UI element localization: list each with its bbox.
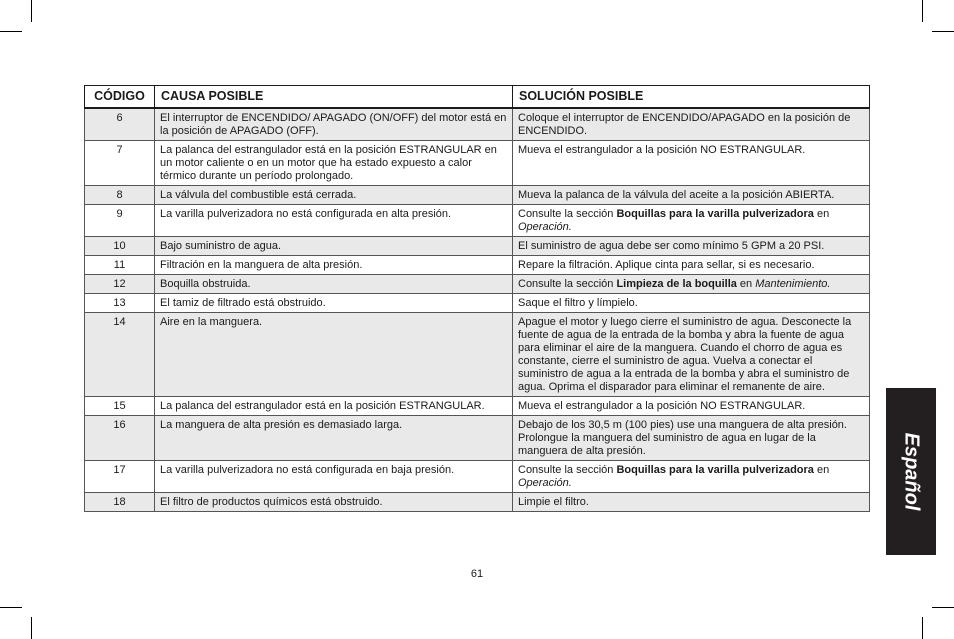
solution-chapter-ref: Mantenimiento. [755,278,831,290]
solution-text: en [813,208,830,220]
row-solution: Mueva la palanca de la válvula del aceite a la posición ABIERTA. [513,186,870,205]
row-solution: Saque el filtro y límpielo. [513,294,870,313]
row-solution: Repare la filtración. Aplique cinta para sellar, si es necesario. [513,256,870,275]
troubleshooting-table [84,85,870,512]
row-cause: Boquilla obstruida. [155,275,513,294]
row-cause: Filtración en la manguera de alta presión. [155,256,513,275]
solution-text: Consulte la sección [518,464,617,476]
language-tab-label: Español [900,432,923,511]
table-row [85,256,870,275]
solution-text: en [813,464,830,476]
row-code: 8 [85,186,155,205]
solution-text: Consulte la sección [518,208,617,220]
table-row [85,186,870,205]
row-solution: Coloque el interruptor de ENCENDIDO/APAGADO en la posición de ENCENDIDO. [513,108,870,141]
row-cause: La palanca del estrangulador está en la posición ESTRANGULAR en un motor caliente o en un motor que ha estado expuesto a calor térmico durante un período prolongado. [155,141,513,186]
row-code: 15 [85,397,155,416]
row-solution: Limpie el filtro. [513,493,870,512]
row-solution: Apague el motor y luego cierre el suministro de agua. Desconecte la fuente de agua de la entrada de la bomba y abra la fuente de agua para eliminar el aire de la manguera. Cuando el chorro de agua es constante, cierre el suministro de agua. Vuelva a conectar el suministro de agua a la entrada de la bomba y abra el suministro de agua. Oprima el disparador para eliminar el remanente de aire. [513,313,870,397]
crop-mark [31,0,32,22]
header-code: CÓDIGO [85,86,155,109]
row-solution: Debajo de los 30,5 m (100 pies) use una manguera de alta presión. Prolongue la manguera del suministro de agua en lugar de la manguera de alta presión. [513,416,870,461]
row-cause: La varilla pulverizadora no está configurada en baja presión. [155,461,513,493]
row-code: 14 [85,313,155,397]
crop-mark [31,617,32,639]
table-row [85,493,870,512]
table-row [85,275,870,294]
solution-section-ref: Boquillas para la varilla pulverizadora [616,464,814,476]
table-row [85,141,870,186]
row-code: 12 [85,275,155,294]
row-solution [513,205,870,237]
table-row [85,416,870,461]
language-tab [886,388,936,555]
row-code: 17 [85,461,155,493]
page-number: 61 [470,568,484,580]
solution-text: en [736,278,756,290]
row-code: 7 [85,141,155,186]
row-cause: Aire en la manguera. [155,313,513,397]
row-code: 11 [85,256,155,275]
table-row [85,108,870,141]
solution-chapter-ref: Operación. [518,221,572,233]
row-solution: Mueva el estrangulador a la posición NO ESTRANGULAR. [513,141,870,186]
row-solution: Mueva el estrangulador a la posición NO ESTRANGULAR. [513,397,870,416]
header-solution: SOLUCIÓN POSIBLE [513,86,870,109]
row-solution [513,461,870,493]
solution-section-ref: Limpieza de la boquilla [616,278,737,290]
crop-mark [922,617,923,639]
solution-chapter-ref: Operación. [518,477,572,489]
solution-section-ref: Boquillas para la varilla pulverizadora [616,208,814,220]
crop-mark [0,31,22,32]
table-row [85,205,870,237]
row-code: 9 [85,205,155,237]
table-row [85,294,870,313]
row-cause: La válvula del combustible está cerrada. [155,186,513,205]
row-code: 13 [85,294,155,313]
row-cause: Bajo suministro de agua. [155,237,513,256]
row-solution: El suministro de agua debe ser como mínimo 5 GPM a 20 PSI. [513,237,870,256]
table-row [85,237,870,256]
solution-text: Consulte la sección [518,278,617,290]
table-header-row [85,86,870,109]
row-code: 6 [85,108,155,141]
row-code: 16 [85,416,155,461]
row-code: 18 [85,493,155,512]
row-cause: El filtro de productos químicos está obstruido. [155,493,513,512]
row-cause: El interruptor de ENCENDIDO/ APAGADO (ON/OFF) del motor está en la posición de APAGADO (OFF). [155,108,513,141]
crop-mark [0,607,22,608]
table-row [85,461,870,493]
table-row [85,313,870,397]
crop-mark [922,0,923,22]
header-cause: CAUSA POSIBLE [155,86,513,109]
row-solution [513,275,870,294]
row-cause: La palanca del estrangulador está en la posición ESTRANGULAR. [155,397,513,416]
row-cause: La varilla pulverizadora no está configurada en alta presión. [155,205,513,237]
row-code: 10 [85,237,155,256]
row-cause: El tamiz de filtrado está obstruido. [155,294,513,313]
row-cause: La manguera de alta presión es demasiado larga. [155,416,513,461]
crop-mark [932,31,954,32]
table-row [85,397,870,416]
crop-mark [932,607,954,608]
